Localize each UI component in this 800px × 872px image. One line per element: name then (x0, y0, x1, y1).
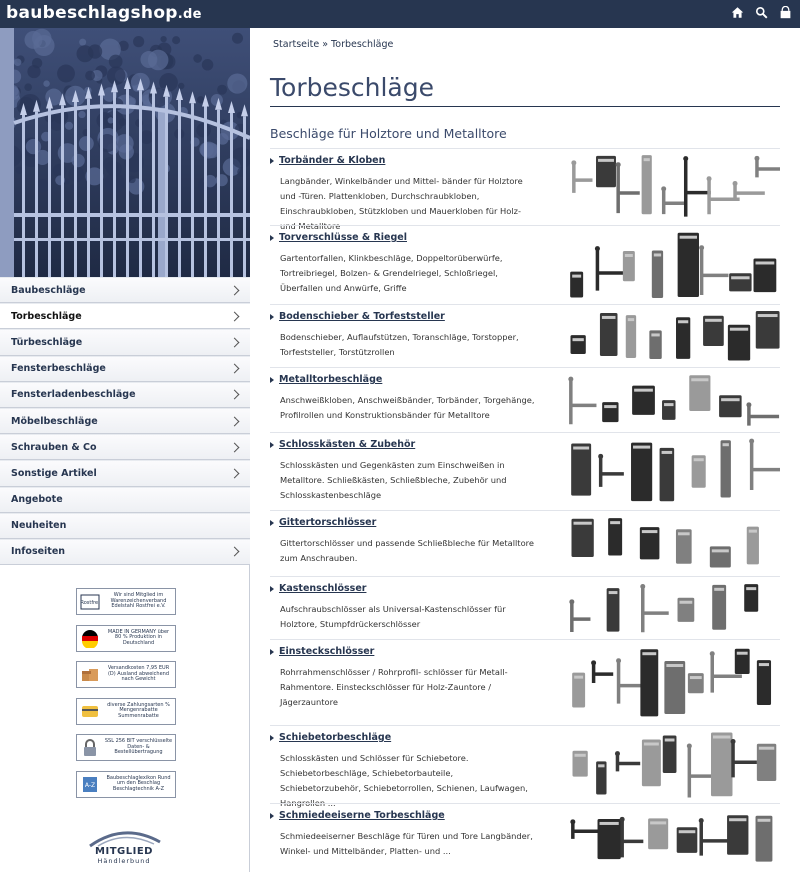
category-link[interactable] (270, 155, 385, 166)
swoosh-icon (84, 828, 164, 848)
sidebar-item[interactable] (0, 382, 250, 408)
category-row (270, 432, 780, 510)
category-title: Bodenschieber & Torfeststeller (279, 311, 445, 322)
trust-badge[interactable] (76, 698, 176, 725)
category-row (270, 725, 780, 808)
category-description: Schmiedeeiserner Beschläge für Türen und Tore Langbänder, Winkel- und Mittelbänder, Platten- und ... (280, 831, 533, 856)
home-icon[interactable] (731, 6, 744, 19)
sidebar-item-label: Sonstige Artikel (11, 467, 97, 479)
category-link[interactable] (270, 232, 407, 243)
rostfrei-icon (79, 591, 101, 613)
category-description: Aufschraubschlösser als Universal-Kastenschlösser für Holztore, Stumpfdrückerschlösser (280, 604, 506, 629)
category-title: Einsteckschlösser (279, 646, 375, 657)
payment-icon (79, 700, 101, 722)
sidebar-item-label: Schrauben & Co (11, 441, 97, 453)
category-row (270, 304, 780, 367)
category-link[interactable] (270, 583, 366, 594)
chevron-right-icon (230, 311, 240, 321)
lexikon-icon (79, 773, 101, 795)
category-description: Langbänder, Winkelbänder und Mittel- bänder für Holztore und -Türen. Plattenkloben, Durchschraubkloben, Einschraubkloben, Stützkloben und Mauerkloben für Holz- und Metalltore (280, 176, 523, 231)
trust-badges (76, 588, 176, 807)
bullet-triangle-icon (270, 442, 274, 448)
badge-text: MADE IN GERMANY über 80 % Produktion in Deutschland (107, 628, 170, 646)
category-product-image[interactable] (568, 372, 780, 430)
sidebar-item-label: Torbeschläge (11, 310, 82, 322)
chevron-right-icon (230, 338, 240, 348)
member-title: MITGLIED (95, 846, 153, 857)
category-title: Kastenschlösser (279, 583, 367, 594)
category-link[interactable] (270, 374, 382, 385)
trust-badge[interactable] (76, 625, 176, 652)
category-description: Rohrrahmenschlösser / Rohrprofil- schlösser für Metall-Rahmentore. Einsteckschlösser für Holz-Zauntore / Jägerzauntore (280, 667, 508, 707)
category-row (270, 576, 780, 639)
chevron-right-icon (230, 547, 240, 557)
badge-text: Versandkosten 7,95 EUR (D) Ausland abweichend nach Gewicht (107, 665, 170, 683)
sidebar (0, 28, 250, 872)
page-title: Torbeschläge (270, 73, 780, 107)
category-product-image[interactable] (568, 730, 780, 801)
category-title: Torverschlüsse & Riegel (279, 232, 407, 243)
category-description: Schlosskästen und Gegenkästen zum Einschweißen in Metalltore. Schließkästen, Schließbleche, Zubehör und Schlosskastenbeschläge (280, 460, 507, 500)
category-row (270, 803, 780, 872)
category-product-image[interactable] (568, 230, 780, 302)
chevron-right-icon (230, 442, 240, 452)
trust-badge[interactable] (76, 734, 176, 761)
chevron-right-icon (230, 416, 240, 426)
search-icon[interactable] (755, 6, 768, 19)
breadcrumb[interactable]: Startseite » Torbeschläge (273, 39, 394, 50)
category-link[interactable] (270, 517, 376, 528)
trust-badge[interactable] (76, 661, 176, 688)
category-product-image[interactable] (568, 515, 780, 574)
badge-text: Wir sind Mitglied im Warenzeichenverband Edelstahl Rostfrei e.V. (110, 592, 167, 610)
bullet-triangle-icon (270, 520, 274, 526)
site-logo[interactable]: baubeschlagshop.de (6, 3, 202, 23)
badge-text: Baubeschlaglexikon Rund um den Beschlag Beschlagtechnik A-Z (106, 774, 171, 792)
bullet-triangle-icon (270, 158, 274, 164)
category-description: Anschweißkloben, Anschweißbänder, Torbänder, Torgehänge, Profilrollen und Konstruktionsbänder für Metalltore (280, 395, 535, 420)
member-subtitle: Händlerbund (97, 857, 151, 865)
badge-text: diverse Zahlungsarten % Mengenrabatte Summenrabatte (107, 701, 170, 719)
category-title: Schlosskästen & Zubehör (279, 439, 416, 450)
gate-photo (0, 28, 250, 277)
category-description: Bodenschieber, Auflaufstützen, Toranschläge, Torstopper, Torfeststeller, Torstützrollen (280, 332, 519, 357)
bullet-triangle-icon (270, 377, 274, 383)
svg-text:A-Z: A-Z (84, 782, 96, 789)
category-title: Torbänder & Kloben (279, 155, 386, 166)
sidebar-nav (0, 277, 250, 565)
chevron-right-icon (230, 285, 240, 295)
category-title: Schmiedeeiserne Torbeschläge (279, 810, 445, 821)
svg-text:Rostfrei: Rostfrei (80, 599, 100, 606)
category-row (270, 367, 780, 432)
sidebar-item-label: Infoseiten (11, 546, 66, 558)
sidebar-item[interactable] (0, 487, 250, 513)
sidebar-item[interactable] (0, 356, 250, 382)
sidebar-item[interactable] (0, 303, 250, 329)
sidebar-item[interactable] (0, 539, 250, 565)
category-link[interactable] (270, 732, 391, 743)
sidebar-item[interactable] (0, 434, 250, 460)
category-link[interactable] (270, 439, 415, 450)
category-link[interactable] (270, 646, 374, 657)
trust-badge[interactable] (76, 771, 176, 798)
category-row (270, 148, 780, 231)
category-list (270, 148, 780, 872)
page-subtitle: Beschläge für Holztore und Metalltore (270, 126, 507, 141)
category-product-image[interactable] (568, 808, 780, 871)
category-title: Schiebetorbeschläge (279, 732, 392, 743)
sidebar-item[interactable] (0, 460, 250, 486)
category-link[interactable] (270, 810, 445, 821)
member-logo[interactable] (84, 828, 164, 864)
chevron-right-icon (230, 390, 240, 400)
sidebar-item[interactable] (0, 277, 250, 303)
package-icon (79, 664, 101, 686)
category-row (270, 510, 780, 576)
category-row (270, 225, 780, 304)
sidebar-item[interactable] (0, 408, 250, 434)
category-product-image[interactable] (568, 309, 780, 365)
category-product-image[interactable] (568, 581, 780, 637)
bullet-triangle-icon (270, 314, 274, 320)
category-description: Gittertorschlösser und passende Schließbleche für Metalltore zum Anschrauben. (280, 538, 534, 563)
category-product-image[interactable] (568, 153, 780, 223)
sidebar-item[interactable] (0, 329, 250, 355)
trust-badge[interactable] (76, 588, 176, 615)
sidebar-item-label: Möbelbeschläge (11, 415, 98, 427)
chevron-right-icon (230, 468, 240, 478)
bullet-triangle-icon (270, 735, 274, 741)
badge-text: SSL 256 BIT verschlüsselte Daten- & Bestellübertragung (104, 738, 173, 756)
sidebar-item-label: Baubeschläge (11, 284, 86, 296)
sidebar-item-label: Neuheiten (11, 520, 67, 532)
chevron-right-icon (230, 364, 240, 374)
category-product-image[interactable] (568, 644, 780, 723)
sidebar-item-label: Fensterbeschläge (11, 363, 106, 375)
sidebar-item-label: Angebote (11, 494, 63, 506)
category-product-image[interactable] (568, 437, 780, 508)
germany-flag-icon (79, 627, 101, 649)
bullet-triangle-icon (270, 235, 274, 241)
category-title: Gittertorschlösser (279, 517, 377, 528)
category-description: Gartentorfallen, Klinkbeschläge, Doppeltorüberwürfe, Tortreibriegel, Bolzen- & Grendelriegel, Schloßriegel, Überfallen und Anwürfe, Griffe (280, 253, 503, 293)
category-row (270, 639, 780, 725)
sidebar-item-label: Türbeschläge (11, 336, 83, 348)
category-link[interactable] (270, 311, 445, 322)
bullet-triangle-icon (270, 649, 274, 655)
cart-icon[interactable] (779, 6, 792, 19)
lock-icon (79, 737, 101, 759)
sidebar-item[interactable] (0, 513, 250, 539)
bullet-triangle-icon (270, 813, 274, 819)
category-description: Schlosskästen und Schlösser für Schiebetore. Schiebetorbeschläge, Schiebetorbauteile, Schiebetorzubehör, Schiebetorrollen, Schienen, Laufwagen, Hangrollen ... (280, 753, 528, 808)
top-header-bar (0, 0, 800, 28)
sidebar-item-label: Fensterladenbeschläge (11, 389, 136, 401)
bullet-triangle-icon (270, 586, 274, 592)
category-title: Metalltorbeschläge (279, 374, 383, 385)
